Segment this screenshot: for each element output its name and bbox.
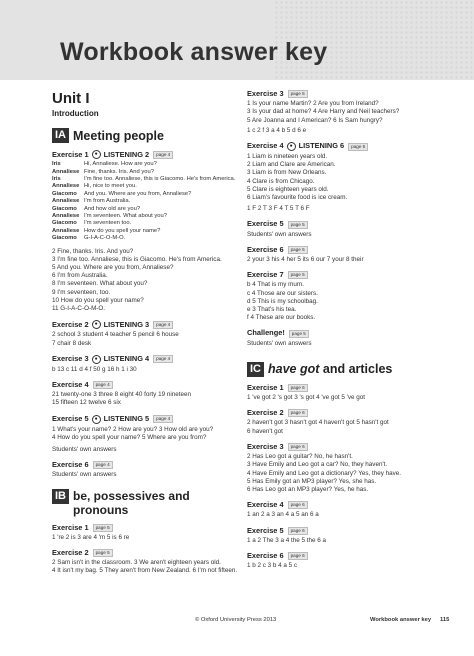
exercise-label: Exercise 2 — [247, 408, 284, 418]
speaker: Iris — [52, 176, 61, 183]
dialogue-line — [52, 161, 244, 168]
speaker: Annaliese — [52, 227, 80, 234]
page-ref: page 4 — [93, 381, 113, 389]
exercise-label: Exercise 2 — [52, 547, 89, 557]
answer-list — [247, 100, 447, 135]
answer-line: 9 I'm seventeen, too. — [52, 288, 111, 296]
answer-line: 2 Liam and Clare are American. — [247, 161, 336, 169]
page-ref: page 5 — [93, 549, 113, 557]
answer-list — [247, 419, 447, 435]
exercise-label: Exercise 3 — [247, 89, 284, 98]
listening-tag: LISTENING 3 — [103, 319, 150, 329]
dialogue-line — [52, 206, 244, 213]
unit-subtitle: Introduction — [52, 109, 99, 118]
section-title-rest: and articles — [319, 362, 393, 377]
answer-list — [52, 471, 244, 479]
answer-line: 3 Is your dad at home? 4 Are Harry and Neil teachers? — [247, 108, 400, 116]
audio-icon: ● — [92, 415, 101, 424]
answer-list — [52, 248, 244, 314]
answer-list — [52, 559, 244, 575]
dialogue-line — [52, 198, 244, 205]
answer-line: 7 chair 8 desk — [52, 339, 92, 347]
exercise-heading — [247, 329, 447, 337]
section-badge: IA — [52, 128, 69, 143]
answer-list — [247, 256, 447, 264]
exercise-label: Exercise 6 — [247, 550, 284, 560]
answer-list — [52, 331, 244, 347]
exercise-label: Exercise 6 — [52, 460, 89, 470]
answer-line: 4 It isn't my bag. 5 They aren't from New Zealand. 6 I'm not fifteen. — [52, 567, 238, 575]
exercise-label: Exercise 4 — [247, 141, 284, 151]
page-ref: page 6 — [288, 409, 308, 417]
answer-line: e 3 That's his tea. — [247, 306, 297, 314]
page-ref: page 4 — [153, 355, 173, 363]
audio-icon: ● — [92, 150, 101, 159]
page-number: 115 — [440, 617, 450, 623]
exercise-heading — [247, 443, 447, 451]
answer-line: 1 've got 2 's got 3 's got 4 've got 5 've got — [247, 394, 366, 402]
exercise-heading — [247, 246, 447, 254]
page-ref: page 6 — [288, 443, 308, 451]
audio-icon: ● — [287, 142, 296, 151]
speaker: Annaliese — [52, 213, 80, 220]
line-text: G-I-A-C-O-M-O. — [84, 235, 126, 242]
answer-line: 6 haven't got — [247, 427, 283, 435]
answer-line: 10 How do you spell your name? — [52, 296, 144, 304]
listening-tag: LISTENING 4 — [103, 354, 150, 364]
unit-title: Unit I — [52, 90, 90, 107]
listening-tag: LISTENING 5 — [103, 413, 150, 423]
answer-line: Students' own answers — [247, 230, 312, 238]
speaker: Iris — [52, 161, 61, 168]
page-title: Workbook answer key — [60, 38, 328, 66]
answer-line: 1 What's your name? 2 How are you? 3 How old are you? — [52, 425, 214, 433]
footer-label: Workbook answer key — [370, 617, 432, 623]
exercise-label: Exercise 1 — [52, 522, 89, 532]
line-text: Hi, Annaliese. How are you? — [84, 161, 157, 168]
line-text: I'm seventeen. What about you? — [84, 213, 167, 220]
line-text: I'm seventeen too. — [84, 220, 132, 227]
answer-list — [247, 340, 447, 348]
page-ref: page 5 — [348, 143, 368, 151]
exercise-heading — [52, 461, 244, 469]
exercise-label: Exercise 6 — [247, 244, 284, 254]
listening-tag: LISTENING 2 — [103, 149, 150, 159]
dialogue — [52, 161, 244, 242]
dialogue-line — [52, 191, 244, 198]
page-ref: page 4 — [93, 461, 113, 469]
answer-list — [247, 453, 447, 494]
answer-list — [247, 281, 447, 322]
line-text: I'm from Australia. — [84, 198, 131, 205]
exercise-label: Exercise 5 — [52, 413, 89, 423]
answer-line: 1 b 2 c 3 b 4 a 5 c — [247, 562, 298, 570]
exercise-heading — [247, 90, 447, 98]
line-text: And how old are you? — [84, 205, 141, 212]
exercise-label: Exercise 5 — [247, 219, 284, 229]
page-ref: page 5 — [93, 524, 113, 532]
exercise-label: Exercise 5 — [247, 525, 284, 535]
answer-list — [247, 562, 447, 570]
answer-line: 3 Have Emily and Leo got a car? No, they haven't. — [247, 461, 388, 469]
answer-line: 2 haven't got 3 hasn't got 4 haven't got 5 hasn't got — [247, 419, 389, 427]
answer-list — [247, 153, 447, 213]
exercise-heading — [52, 355, 244, 364]
answer-line: 21 twenty-one 3 three 8 eight 40 forty 19 nineteen — [52, 391, 191, 399]
exercise-heading — [52, 524, 244, 532]
speaker: Annaliese — [52, 183, 80, 190]
answer-line: 1 're 2 is 3 are 4 'm 5 is 6 re — [52, 533, 130, 541]
page-ref: page 5 — [289, 330, 309, 338]
answer-line: b 4 That is my mum. — [247, 281, 304, 289]
page-ref: page 5 — [288, 271, 308, 279]
exercise-heading — [247, 501, 447, 509]
exercise-label: Exercise 3 — [52, 354, 89, 364]
exercise-label: Exercise 1 — [52, 149, 89, 159]
dialogue-line — [52, 169, 244, 176]
line-text: Hi, nice to meet you. — [84, 183, 137, 190]
answer-line: 11 G-I-A-C-O-M-O. — [52, 305, 106, 313]
answer-line: 2 school 3 student 4 teacher 5 pencil 6 house — [52, 331, 179, 339]
answer-line: 2 Has Leo got a guitar? No, he hasn't. — [247, 453, 353, 461]
page-ref: page 6 — [288, 552, 308, 560]
answer-line: 5 And you. Where are you from, Annaliese? — [52, 264, 174, 272]
answer-line: 4 Clare is from Chicago. — [247, 177, 315, 185]
section-heading — [247, 362, 447, 377]
answer-line: 2 your 3 his 4 her 5 its 6 our 7 your 8 their — [247, 256, 364, 264]
answer-line: 5 Has Emily got an MP3 player? Yes, she has. — [247, 477, 377, 485]
answer-line: 6 Has Leo got an MP3 player? Yes, he has. — [247, 485, 369, 493]
answer-line: 5 Are Joanna and I American? 6 Is Sam hungry? — [247, 116, 383, 124]
section-badge: IB — [52, 489, 69, 504]
answer-line: Students' own answers — [52, 445, 117, 453]
answer-line: 6 I'm from Australia. — [52, 272, 108, 280]
listening-tag: LISTENING 6 — [298, 141, 345, 151]
answer-line: 1 c 2 f 3 a 4 b 5 d 6 e — [247, 126, 307, 134]
audio-icon: ● — [92, 320, 101, 329]
answer-list — [247, 511, 447, 519]
line-text: How do you spell your name? — [84, 227, 161, 234]
line-text: Fine, thanks. Iris. And you? — [84, 168, 154, 175]
answer-line: c 4 Those are our sisters. — [247, 289, 318, 297]
answer-line: 5 Clare is eighteen years old. — [247, 185, 329, 193]
exercise-heading — [247, 527, 447, 535]
dialogue-line — [52, 220, 244, 227]
right-column — [247, 88, 447, 570]
exercise-heading — [247, 384, 447, 392]
answer-list — [52, 426, 244, 455]
dialogue-line — [52, 183, 244, 190]
exercise-heading — [52, 415, 244, 424]
line-text: I'm fine too. Annaliese, this is Giacomo. He's from America. — [84, 176, 236, 183]
page-ref: page 5 — [288, 90, 308, 98]
exercise-label: Exercise 4 — [247, 500, 284, 510]
exercise-label: Challenge! — [247, 328, 285, 338]
exercise-heading — [52, 150, 244, 159]
exercise-heading — [247, 271, 447, 279]
page-ref: page 5 — [288, 221, 308, 229]
page-ref: page 4 — [153, 151, 173, 159]
speaker: Giacomo — [52, 220, 77, 227]
answer-line: f 4 These are our books. — [247, 314, 316, 322]
answer-line: Students' own answers — [247, 339, 312, 347]
answer-line: 3 Liam is from New Orleans. — [247, 169, 327, 177]
exercise-heading — [247, 552, 447, 560]
answer-line: 3 I'm fine too. Annaliese, this is Giacomo. He's from America. — [52, 255, 222, 263]
answer-line: 6 Liam's favourite food is ice cream. — [247, 194, 348, 202]
speaker: Giacomo — [52, 235, 77, 242]
section-badge: IC — [247, 362, 264, 377]
answer-list — [247, 537, 447, 545]
audio-icon: ● — [92, 355, 101, 364]
exercise-heading — [247, 409, 447, 417]
answer-line: 4 How do you spell your name? 5 Where are you from? — [52, 433, 207, 441]
answer-list — [247, 394, 447, 402]
dialogue-line — [52, 235, 244, 242]
page-ref: page 4 — [153, 321, 173, 329]
page-ref: page 6 — [288, 384, 308, 392]
answer-line: Students' own answers — [52, 471, 117, 479]
answer-line: 1 an 2 a 3 an 4 a 5 an 6 a — [247, 511, 319, 519]
answer-line: d 5 This is my schoolbag. — [247, 297, 318, 305]
answer-line: 8 I'm seventeen. What about you? — [52, 280, 148, 288]
answer-line: 15 fifteen 12 twelve 6 six — [52, 399, 121, 407]
answer-list — [52, 534, 244, 542]
answer-line: b 13 c 11 d 4 f 50 g 16 h 1 i 30 — [52, 365, 137, 373]
exercise-heading — [52, 320, 244, 329]
dialogue-line — [52, 228, 244, 235]
answer-line: 1 a 2 The 3 a 4 the 5 the 6 a — [247, 536, 327, 544]
header-banner — [0, 0, 474, 80]
exercise-heading — [52, 381, 244, 389]
exercise-label: Exercise 2 — [52, 319, 89, 329]
page-ref: page 6 — [288, 527, 308, 535]
dialogue-line — [52, 176, 244, 183]
answer-line: 1 F 2 T 3 F 4 T 5 T 6 F — [247, 205, 310, 213]
page-ref: page 6 — [288, 501, 308, 509]
answer-line: 4 Have Emily and Leo got a dictionary? Yes, they have. — [247, 469, 402, 477]
section-heading — [52, 489, 244, 517]
page-ref: page 5 — [288, 246, 308, 254]
answer-line: 1 Is your name Martin? 2 Are you from Ireland? — [247, 100, 379, 108]
speaker: Giacomo — [52, 205, 77, 212]
answer-list — [52, 391, 244, 407]
exercise-label: Exercise 7 — [247, 270, 284, 280]
section-heading — [52, 128, 244, 143]
line-text: And you. Where are you from, Annaliese? — [84, 190, 192, 197]
answer-list — [247, 231, 447, 239]
page-ref: page 4 — [153, 415, 173, 423]
section-title: Meeting people — [73, 128, 164, 143]
section-title — [268, 362, 392, 376]
answer-line: 2 Fine, thanks. Iris. And you? — [52, 247, 134, 255]
speaker: Giacomo — [52, 190, 77, 197]
left-column — [52, 88, 244, 576]
copyright-text: © Oxford University Press 2013 — [195, 617, 277, 623]
exercise-heading — [247, 142, 447, 151]
exercise-heading — [247, 220, 447, 228]
speaker: Annaliese — [52, 168, 80, 175]
exercise-label: Exercise 1 — [247, 382, 284, 392]
exercise-label: Exercise 3 — [247, 441, 284, 451]
speaker: Annaliese — [52, 198, 80, 205]
section-title-italic: have got — [268, 362, 320, 377]
exercise-heading — [52, 549, 244, 557]
dialogue-line — [52, 213, 244, 220]
exercise-label: Exercise 4 — [52, 379, 89, 389]
answer-line: 2 Sam isn't in the classroom. 3 We aren't eighteen years old. — [52, 559, 221, 567]
answer-list — [52, 366, 244, 374]
answer-line: 1 Liam is nineteen years old. — [247, 153, 328, 161]
section-title: be, possessives and pronouns — [73, 488, 190, 517]
